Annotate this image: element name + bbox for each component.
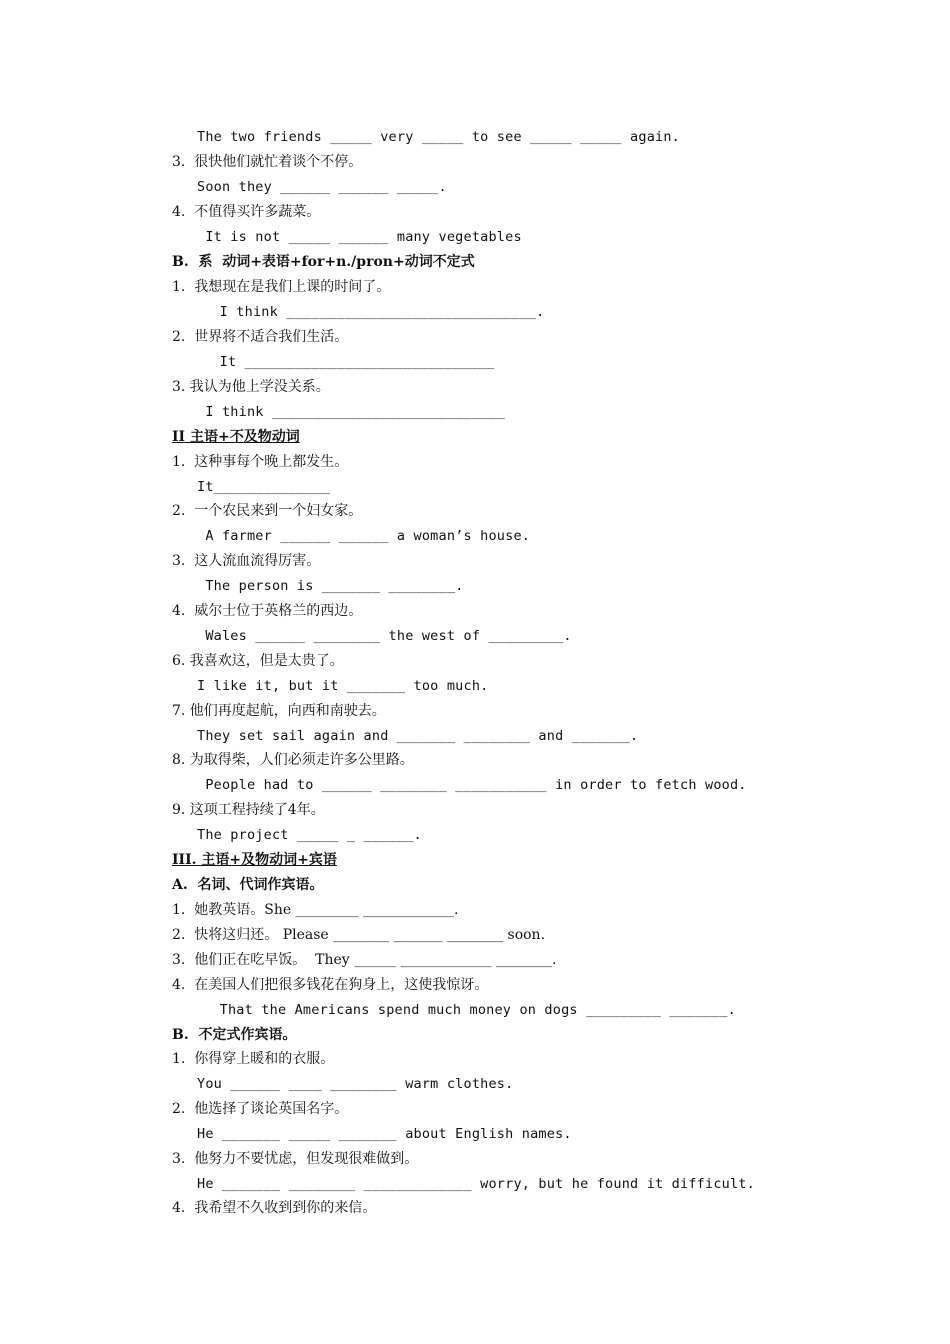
question-line: 2. 快将这归还。 Please ________ _______ ________ soon. [172,927,546,943]
question-line: 3. 这人流血流得厉害。 [172,553,321,569]
question-line: 4. 威尔士位于英格兰的西边。 [172,603,363,619]
question-line: 4. 我希望不久收到到你的来信。 [172,1200,377,1216]
answer-line: I think ______________________________. [203,304,545,320]
question-line: 3. 他们正在吃早饭。 They ______ _____________ ________. [172,952,557,968]
answer-line: The person is _______ ________. [197,578,464,594]
answer-line: People had to ______ ________ ___________ in order to fetch wood. [197,777,747,793]
section-heading: A. 名词、代词作宾语。 [172,877,324,893]
section-heading: B. 不定式作宾语。 [172,1027,297,1043]
answer-line: Wales ______ ________ the west of _________. [197,628,572,644]
section-heading: B. 系 动词+表语+for+n./pron+动词不定式 [172,254,475,270]
answer-line: He _______ _____ _______ about English names. [197,1126,572,1142]
answer-line: They set sail again and _______ ________ and _______. [197,728,639,744]
answer-line: It is not _____ ______ many vegetables [197,229,522,245]
answer-line: You ______ ____ ________ warm clothes. [197,1076,514,1092]
section-heading: II 主语+不及物动词 [172,429,300,445]
question-line: 2. 一个农民来到一个妇女家。 [172,503,363,519]
section-heading: III. 主语+及物动词+宾语 [172,852,337,868]
question-line: 2. 他选择了谈论英国名字。 [172,1101,349,1117]
answer-line: The project _____ _ ______. [197,827,422,843]
question-line: 1. 这种事每个晚上都发生。 [172,454,349,470]
answer-line: I like it, but it _______ too much. [197,678,489,694]
answer-line: It______________ [197,479,331,495]
question-line: 6. 我喜欢这，但是太贵了。 [172,653,344,669]
answer-line: The two friends _____ very _____ to see _____ _____ again. [197,129,681,145]
answer-line: It ______________________________ [203,354,495,370]
question-line: 1. 我想现在是我们上课的时间了。 [172,279,391,295]
question-line: 3. 我认为他上学没关系。 [172,379,330,395]
question-line: 1. 她教英语。She _________ _____________. [172,902,459,918]
question-line: 3. 他努力不要忧虑，但发现很难做到。 [172,1151,419,1167]
answer-line: Soon they ______ ______ _____. [197,179,447,195]
question-line: 3. 很快他们就忙着谈个不停。 [172,154,363,170]
question-line: 4. 不值得买许多蔬菜。 [172,204,321,220]
question-line: 4. 在美国人们把很多钱花在狗身上，这使我惊讶。 [172,977,489,993]
question-line: 7. 他们再度起航，向西和南驶去。 [172,703,386,719]
answer-line: A farmer ______ ______ a woman’s house. [197,528,531,544]
answer-line: He _______ ________ _____________ worry, but he found it difficult. [197,1176,755,1192]
question-line: 1. 你得穿上暖和的衣服。 [172,1051,335,1067]
question-line: 9. 这项工程持续了4年。 [172,802,325,818]
question-line: 8. 为取得柴，人们必须走许多公里路。 [172,752,414,768]
answer-line: I think ____________________________ [197,404,506,420]
question-line: 2. 世界将不适合我们生活。 [172,329,349,345]
answer-line: That the Americans spend much money on dogs _________ _______. [203,1002,736,1018]
